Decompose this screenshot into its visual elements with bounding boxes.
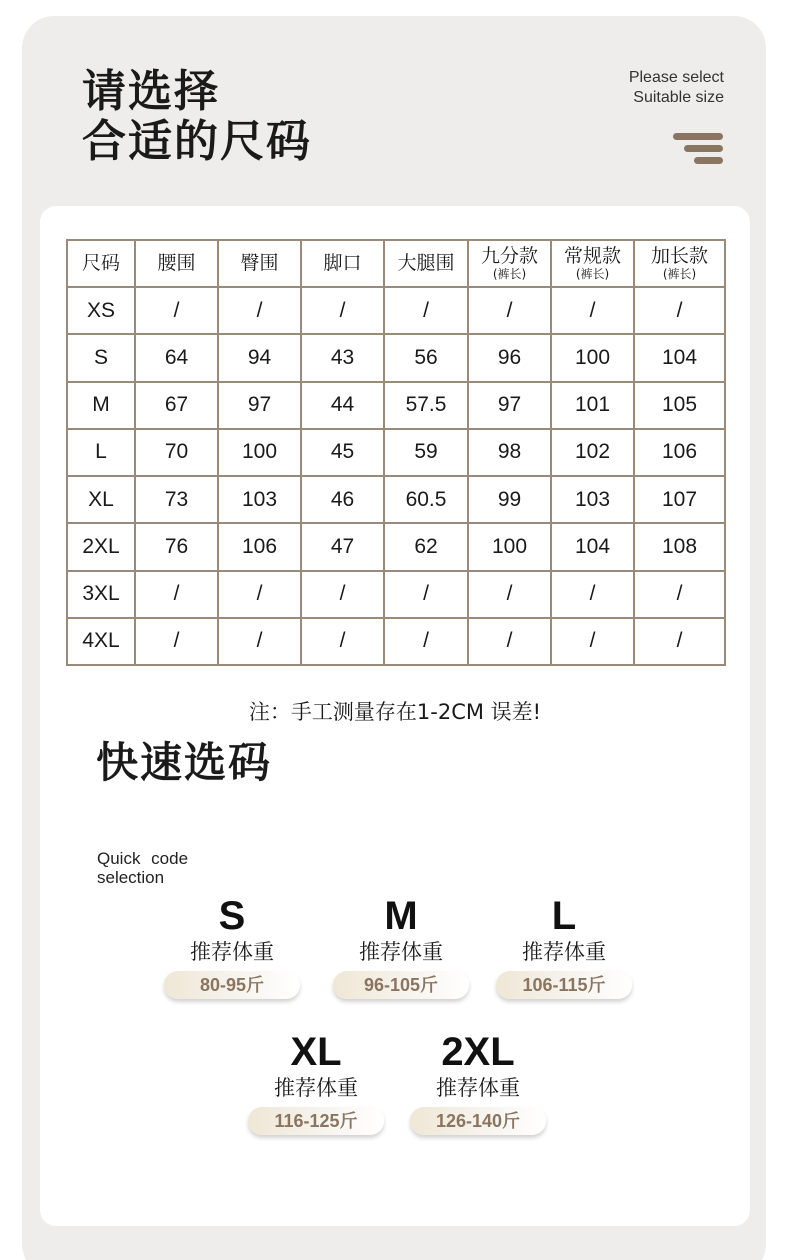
size-cell: XS xyxy=(67,287,135,334)
measurement-cell: 101 xyxy=(551,382,634,429)
weight-range-badge: 106-115斤 xyxy=(496,971,632,999)
measurement-cell: 96 xyxy=(468,334,551,381)
header-cell: 九分款 (裤长) xyxy=(468,240,551,287)
header-cell: 臀围 xyxy=(218,240,301,287)
measurement-cell: / xyxy=(551,571,634,618)
table-row xyxy=(67,429,725,476)
recommended-weight-label: 推荐体重 xyxy=(190,940,274,964)
measurement-cell: 98 xyxy=(468,429,551,476)
measurement-cell: 100 xyxy=(468,523,551,570)
size-letter: S xyxy=(218,894,246,938)
size-option-l xyxy=(494,896,634,999)
measurement-cell: 97 xyxy=(468,382,551,429)
measurement-cell: 67 xyxy=(135,382,218,429)
measurement-cell: / xyxy=(135,571,218,618)
size-cell: L xyxy=(67,429,135,476)
table-row xyxy=(67,334,725,381)
table-row xyxy=(67,287,725,334)
measurement-cell: 97 xyxy=(218,382,301,429)
measurement-cell: 60.5 xyxy=(384,476,468,523)
recommended-weight-label: 推荐体重 xyxy=(522,940,606,964)
table-row xyxy=(67,523,725,570)
size-letter: 2XL xyxy=(441,1030,515,1074)
measurement-cell: / xyxy=(384,571,468,618)
measurement-cell: 106 xyxy=(634,429,725,476)
measurement-cell: / xyxy=(468,618,551,665)
measurement-cell: 62 xyxy=(384,523,468,570)
size-cell: XL xyxy=(67,476,135,523)
measurement-cell: / xyxy=(634,287,725,334)
recommended-weight-label: 推荐体重 xyxy=(436,1076,520,1100)
measurement-cell: 102 xyxy=(551,429,634,476)
measurement-cell: / xyxy=(218,618,301,665)
size-chart-table xyxy=(66,239,726,666)
size-cell: 4XL xyxy=(67,618,135,665)
measurement-cell: / xyxy=(218,571,301,618)
measurement-cell: / xyxy=(551,287,634,334)
page-title-line2: 合适的尺码 xyxy=(82,116,312,167)
measurement-cell: 57.5 xyxy=(384,382,468,429)
size-cell: 3XL xyxy=(67,571,135,618)
measurement-cell: / xyxy=(384,618,468,665)
measurement-cell: 45 xyxy=(301,429,384,476)
header-cell: 尺码 xyxy=(67,240,135,287)
size-cell: 2XL xyxy=(67,523,135,570)
measurement-cell: 100 xyxy=(218,429,301,476)
measurement-cell: 94 xyxy=(218,334,301,381)
measurement-cell: / xyxy=(135,618,218,665)
weight-range-badge: 96-105斤 xyxy=(333,971,469,999)
weight-range-badge: 116-125斤 xyxy=(248,1107,384,1135)
measurement-cell: 76 xyxy=(135,523,218,570)
measurement-cell: 47 xyxy=(301,523,384,570)
measurement-cell: / xyxy=(634,618,725,665)
table-header-row xyxy=(67,240,725,287)
quick-select-en-line1: Quick code xyxy=(97,849,189,868)
measurement-cell: / xyxy=(218,287,301,334)
measurement-cell: / xyxy=(468,571,551,618)
measurement-cell: 103 xyxy=(551,476,634,523)
measurement-cell: 103 xyxy=(218,476,301,523)
measurement-cell: 59 xyxy=(384,429,468,476)
quick-select-title: 快速选码 xyxy=(96,738,273,787)
quick-select-en-line2: selection xyxy=(97,868,165,887)
weight-range-badge: 80-95斤 xyxy=(164,971,300,999)
measurement-cell: 56 xyxy=(384,334,468,381)
table-row xyxy=(67,382,725,429)
measurement-cell: 44 xyxy=(301,382,384,429)
weight-range-badge: 126-140斤 xyxy=(410,1107,546,1135)
recommended-weight-label: 推荐体重 xyxy=(274,1076,358,1100)
size-cell: S xyxy=(67,334,135,381)
measurement-cell: / xyxy=(551,618,634,665)
table-row xyxy=(67,476,725,523)
measurement-cell: 106 xyxy=(218,523,301,570)
table-row xyxy=(67,571,725,618)
measurement-cell: 104 xyxy=(634,334,725,381)
header-cell: 腰围 xyxy=(135,240,218,287)
measurement-cell: 108 xyxy=(634,523,725,570)
header-cell: 大腿围 xyxy=(384,240,468,287)
table-row xyxy=(67,618,725,665)
measurement-cell: / xyxy=(301,618,384,665)
menu-lines-icon xyxy=(670,130,726,170)
size-letter: XL xyxy=(290,1030,342,1074)
size-letter: L xyxy=(551,894,577,938)
measurement-cell: / xyxy=(135,287,218,334)
size-letter: M xyxy=(384,894,418,938)
size-option-2xl xyxy=(408,1032,548,1135)
recommended-weight-label: 推荐体重 xyxy=(359,940,443,964)
measurement-cell: 43 xyxy=(301,334,384,381)
measurement-cell: 99 xyxy=(468,476,551,523)
page-title-line1: 请选择 xyxy=(82,66,220,117)
measurement-cell: 105 xyxy=(634,382,725,429)
table-body xyxy=(67,287,725,665)
header-cell: 加长款 (裤长) xyxy=(634,240,725,287)
size-option-s xyxy=(162,896,302,999)
header-cell: 常规款 (裤长) xyxy=(551,240,634,287)
size-option-m xyxy=(331,896,471,999)
measurement-cell: 73 xyxy=(135,476,218,523)
size-option-xl xyxy=(246,1032,386,1135)
measurement-cell: / xyxy=(634,571,725,618)
measurement-cell: / xyxy=(468,287,551,334)
header-cell: 脚口 xyxy=(301,240,384,287)
size-cell: M xyxy=(67,382,135,429)
measurement-cell: 64 xyxy=(135,334,218,381)
english-subtitle-line1: Please select xyxy=(628,69,724,86)
measurement-cell: / xyxy=(301,287,384,334)
measurement-cell: 100 xyxy=(551,334,634,381)
measurement-cell: 104 xyxy=(551,523,634,570)
measurement-cell: / xyxy=(384,287,468,334)
measurement-cell: 107 xyxy=(634,476,725,523)
measurement-cell: 46 xyxy=(301,476,384,523)
english-subtitle-line2: Suitable size xyxy=(633,89,724,106)
measurement-note: 注：手工测量存在1-2CM 误差! xyxy=(248,700,542,724)
measurement-cell: 70 xyxy=(135,429,218,476)
measurement-cell: / xyxy=(301,571,384,618)
